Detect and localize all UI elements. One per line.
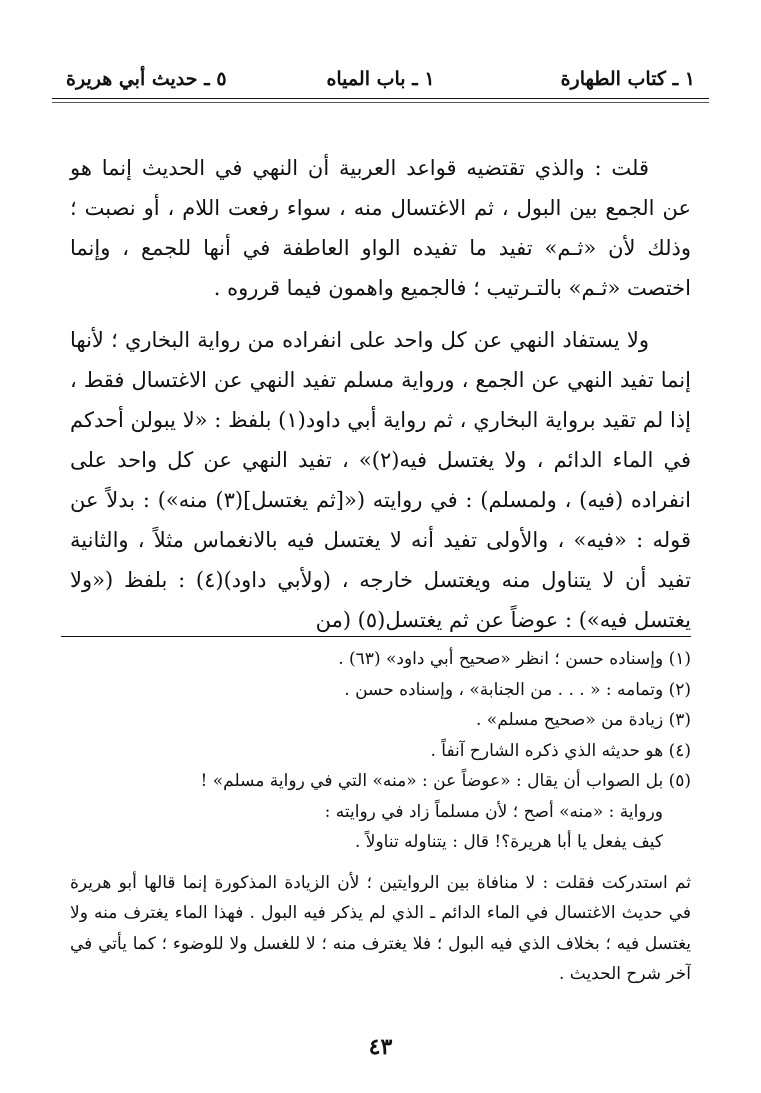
footnote-5: (٥) بل الصواب أن يقال : «عوضاً عن : «منه» التي في رواية مسلم» !: [200, 771, 691, 791]
header-chapter-title: ١ ـ باب المياه: [326, 68, 435, 90]
page-number: ٤٣: [368, 1034, 393, 1060]
footnote-2: (٢) وتمامه : « . . . من الجنابة» ، وإسناده حسن .: [344, 679, 691, 700]
footnotes: [70, 644, 691, 990]
footnote-divider: [61, 636, 691, 637]
header-divider: [52, 98, 709, 99]
footnote-3: (٣) زيادة من «صحيح مسلم» .: [475, 710, 691, 730]
footnote-4: (٤) هو حديثه الذي ذكره الشارح آنفاً .: [430, 740, 691, 761]
header-book-title: ١ ـ كتاب الطهارة: [560, 68, 695, 90]
footnote-5-line-3: كيف يفعل يا أبا هريرة؟! قال : يتناوله تناولاً .: [354, 832, 663, 852]
footnote-1: (١) وإسناده حسن ؛ انظر «صحيح أبي داود» (٦٣) .: [338, 649, 691, 669]
running-header: [62, 62, 699, 98]
header-divider-thin: [52, 102, 709, 103]
body-paragraph-2: ولا يستفاد النهي عن كل واحد على انفراده من رواية البخاري ؛ لأنها إنما تفيد النهي عن الجمع ، ورواية مسلم تفيد النهي عن الاغتسال فقط ، إذا لم تقيد برواية البخاري ، ثم رواية أبي داود(١) بلفظ : «لا يبولن أحدكم في الماء الدائم ، ولا يغتسل فيه(٢)» ، تفيد النهي عن كل واحد على انفراده (فيه) ، ولمسلم) : في روايته («[ثم يغتسل](٣) منه») : بدلاً عن قوله : «فيه» ، والأولى تفيد أنه لا يغتسل فيه بالانغماس مثلاً ، والثانية تفيد أن لا يتناول منه ويغتسل خارجه ، (ولأبي داود)(٤) : بلفظ («ولا يغتسل فيه») : عوضاً عن ثم يغتسل(٥) (من: [70, 328, 692, 632]
header-hadith-title: ٥ ـ حديث أبي هريرة: [66, 68, 227, 90]
body-paragraph-1: قلت : والذي تقتضيه قواعد العربية أن النهي في الحديث إنما هو عن الجمع بين البول ، ثم الاغتسال منه ، سواء رفعت اللام ، أو نصبت ؛ وذلك لأن «ثـم» تفيد ما تفيده الواو العاطفة في أنها للجمع ، وإنما اختصت «ثـم» بالتـرتيب ؛ فالجميع واهمون فيما قرروه .: [70, 156, 691, 300]
footnote-5-line-2: ورواية : «منه» أصح ؛ لأن مسلماً زاد في روايته :: [324, 801, 663, 822]
main-text: [70, 148, 691, 652]
footnote-5-addendum: ثم استدركت فقلت : لا منافاة بين الروايتين ؛ لأن الزيادة المذكورة إنما قالها أبو هريرة في حديث الاغتسال في الماء الدائم ـ الذي لم يذكر فيه البول . فهذا الماء يغترف منه ولا يغتسل فيه ؛ بخلاف الذي فيه البول ؛ فلا يغترف منه ؛ لا للغسل ولا للوضوء ؛ كما يأتي في آخر شرح الحديث .: [70, 872, 691, 984]
